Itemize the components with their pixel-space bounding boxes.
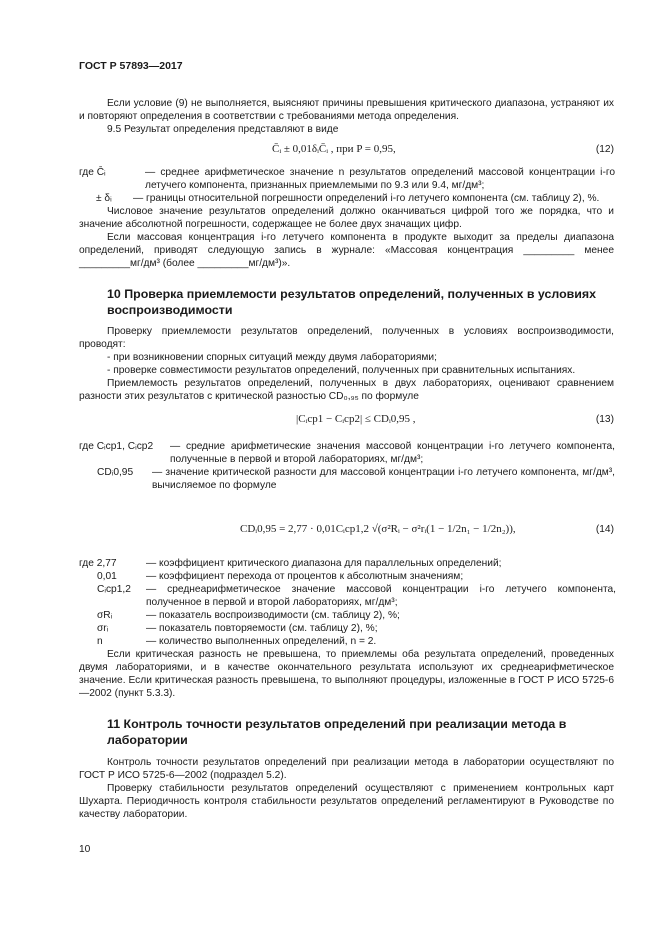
section-heading-10: 10 Проверка приемлемости результатов определений, полученных в условиях воспроизводимости [107,287,597,317]
definition-term: σrᵢ [97,623,109,634]
formula-number: (14) [595,524,614,535]
definition-term: где C̄ᵢ [79,167,106,178]
section-heading-11: 11 Контроль точности результатов определений при реализации метода в лаборатории [107,717,567,747]
paragraph: 9.5 Результат определения представляют в виде [107,124,339,135]
paragraph: Если условие (9) не выполняется, выясняют причины превышения критического диапазона, устраняют их и повторяют определения в соответствии с требованиями метода определения. [79,98,614,122]
page-number: 10 [79,844,91,855]
paragraph: Числовое значение результатов определений должно оканчиваться цифрой того же порядка, что и значение абсолютной погрешности, содержащее не более двух значащих цифр. [79,206,614,230]
paragraph: Если критическая разность не превышена, то приемлемы оба результата определений, проведенных двумя лабораториями, и в качестве окончательного результата используют их среднеарифметическое значение. Если критическая разность превышена, то выполняют процедуры, изложенные в ГОСТ Р ИСО 5725-6—2002 (пункт 5.3.3). [79,649,614,699]
paragraph: Проверку стабильности результатов определений осуществляют с применением контрольных карт Шухарта. Периодичность контроля стабильности результатов определений регламентируют в Руководстве по качеству лаборатории. [79,783,614,820]
definition-desc: — значение критической разности для массовой концентрации i-го летучего компонента, мг/дм³, вычисляемое по формуле [152,467,615,491]
definition-term: 0,01 [97,571,117,582]
definition-term: CDᵢ0,95 [97,467,134,478]
definition-desc: — показатель повторяемости (см. таблицу 2), %; [146,623,378,634]
definition-term: n [97,636,103,647]
formula-number: (12) [595,144,614,155]
definition-term: σRᵢ [97,610,113,621]
definition-term: ± δᵢ [96,193,112,204]
document-header: ГОСТ Р 57893—2017 [79,60,183,72]
definition-term: где Cᵢcp1, Cᵢcp2 [79,441,154,452]
paragraph: Контроль точности результатов определений при реализации метода в лаборатории осуществляют по ГОСТ Р ИСО 5725-6—2002 (подраздел 5.2). [79,757,614,781]
definition-desc: — коэффициент перехода от процентов к абсолютным значениям; [146,571,464,582]
definition-desc: — границы относительной погрешности определений i-го летучего компонента (см. таблицу 2), %. [133,193,600,204]
definition-term: где 2,77 [79,558,117,569]
paragraph: Если массовая концентрация i-го летучего компонента в продукте выходит за пределы диапазона определений, приводят следующую запись в журнале: «Массовая концентрация _________ менее _________мг/дм³ (более _________мг/дм³)». [79,232,614,269]
definition-desc: — показатель воспроизводимости (см. таблицу 2), %; [146,610,400,621]
formula-13: |Cᵢcp1 − Cᵢcp2| ≤ CDᵢ0,95 , [296,413,416,425]
definition-desc: — количество выполненных определений, n = 2. [146,636,377,647]
definition-term: Cᵢcp1,2 [97,584,131,595]
list-item: - при возникновении спорных ситуаций между двумя лабораториями; [107,352,437,363]
formula-14: CDᵢ0,95 = 2,77 · 0,01Cᵢcp1,2 √(σ²Rᵢ − σ²rᵢ(1 − 1/2n₁ − 1/2n₂)), [240,523,516,535]
definition-desc: — коэффициент критического диапазона для параллельных определений; [146,558,502,569]
paragraph: Проверку приемлемости результатов определений, полученных в условиях воспроизводимости, проводят: [79,326,614,350]
list-item: - проверке совместимости результатов определений, полученных при сравнительных испытаниях. [107,365,576,376]
formula-12: C̄ᵢ ± 0,01δᵢC̄ᵢ , при P = 0,95, [272,143,396,155]
definition-desc: — средние арифметические значения массовой концентрации i-го летучего компонента, полученные в первой и второй лабораториях, мг/дм³; [170,441,615,465]
paragraph: Приемлемость результатов определений, полученных в двух лабораториях, оценивают сравнением разности этих результатов с критической разностью CD₀,₉₅ по формуле [79,378,614,402]
definition-desc: — среднеарифметическое значение массовой концентрации i-го летучего компонента, полученное в первой и второй лабораториях, мг/дм³; [146,584,616,608]
definition-desc: — среднее арифметическое значение n результатов определений массовой концентрации i-го летучего компонента, признанных приемлемыми по 9.3 или 9.4, мг/дм³; [145,167,615,191]
formula-number: (13) [595,414,614,425]
